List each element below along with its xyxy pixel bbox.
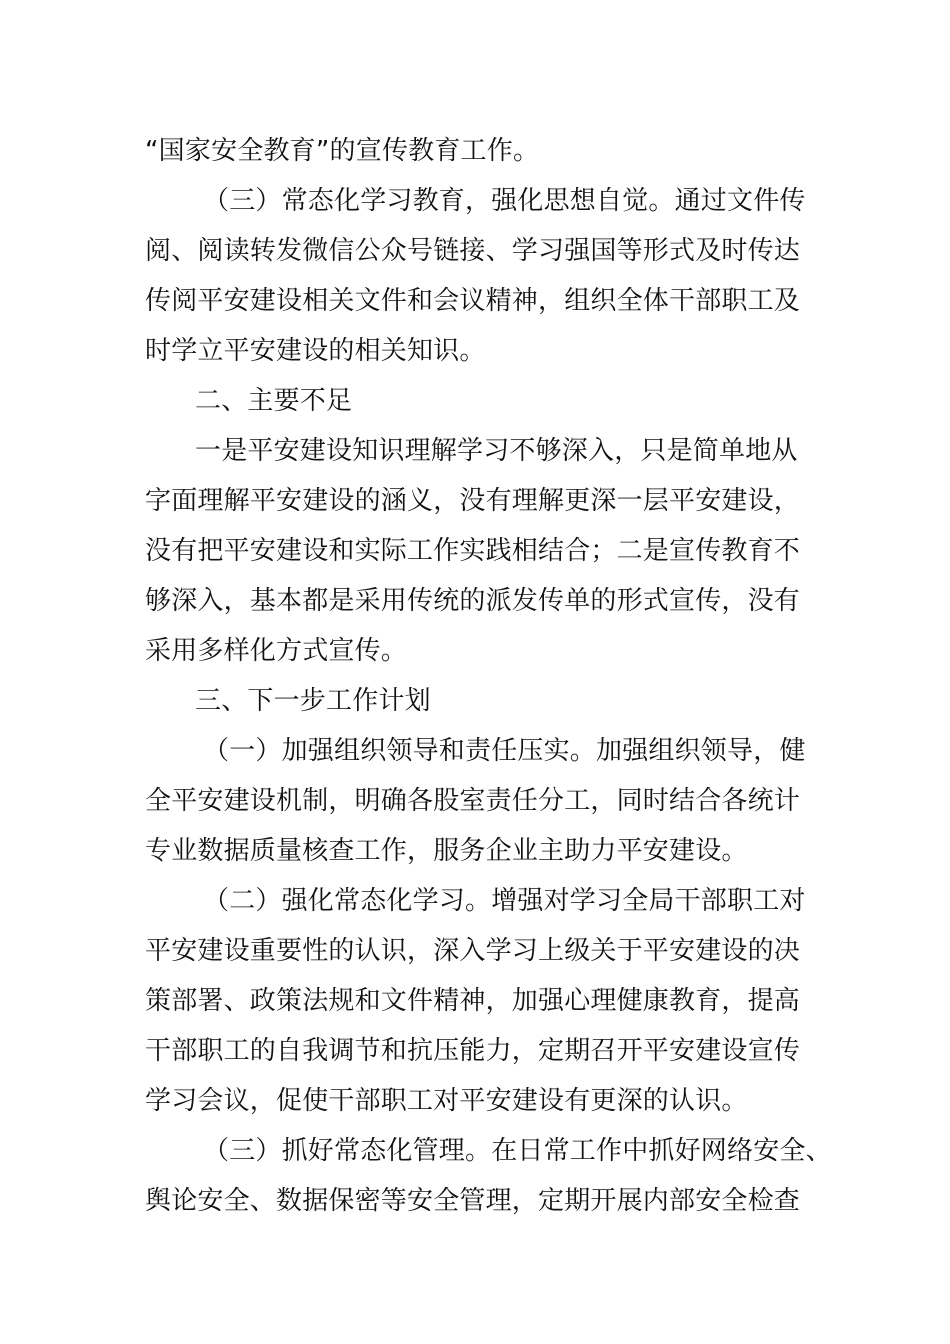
paragraph-line: 舆论安全、数据保密等安全管理，定期开展内部安全检查 — [145, 1186, 801, 1216]
paragraph-line: （三）抓好常态化管理。在日常工作中抓好网络安全、 — [203, 1136, 832, 1166]
section-heading: 二、主要不足 — [195, 386, 353, 416]
paragraph-line: 采用多样化方式宣传。 — [145, 636, 408, 666]
paragraph-line: 干部职工的自我调节和抗压能力，定期召开平安建设宣传 — [145, 1036, 801, 1066]
paragraph-line: （三）常态化学习教育，强化思想自觉。通过文件传 — [203, 186, 806, 216]
section-heading: 三、下一步工作计划 — [195, 686, 431, 716]
paragraph-line: 时学立平安建设的相关知识。 — [145, 336, 486, 366]
paragraph-line: 字面理解平安建设的涵义，没有理解更深一层平安建设， — [145, 486, 801, 516]
paragraph-line: （一）加强组织领导和责任压实。加强组织领导，健 — [203, 736, 806, 766]
paragraph-line: 专业数据质量核查工作，服务企业主助力平安建设。 — [145, 836, 748, 866]
paragraph-line: 策部署、政策法规和文件精神，加强心理健康教育，提高 — [145, 986, 801, 1016]
paragraph-line: 够深入，基本都是采用传统的派发传单的形式宣传，没有 — [145, 586, 801, 616]
paragraph-line: 没有把平安建设和实际工作实践相结合；二是宣传教育不 — [145, 536, 801, 566]
paragraph-line: （二）强化常态化学习。增强对学习全局干部职工对 — [203, 886, 806, 916]
paragraph-line: 传阅平安建设相关文件和会议精神，组织全体干部职工及 — [145, 286, 801, 316]
paragraph-line: 阅、阅读转发微信公众号链接、学习强国等形式及时传达 — [145, 236, 801, 266]
paragraph-line: 学习会议，促使干部职工对平安建设有更深的认识。 — [145, 1086, 748, 1116]
paragraph-line: 全平安建设机制，明确各股室责任分工，同时结合各统计 — [145, 786, 801, 816]
paragraph-line: 一是平安建设知识理解学习不够深入，只是简单地从 — [195, 436, 798, 466]
paragraph-line: “国家安全教育”的宣传教育工作。 — [145, 136, 540, 166]
document-body — [145, 126, 832, 1226]
paragraph-line: 平安建设重要性的认识，深入学习上级关于平安建设的决 — [145, 936, 801, 966]
